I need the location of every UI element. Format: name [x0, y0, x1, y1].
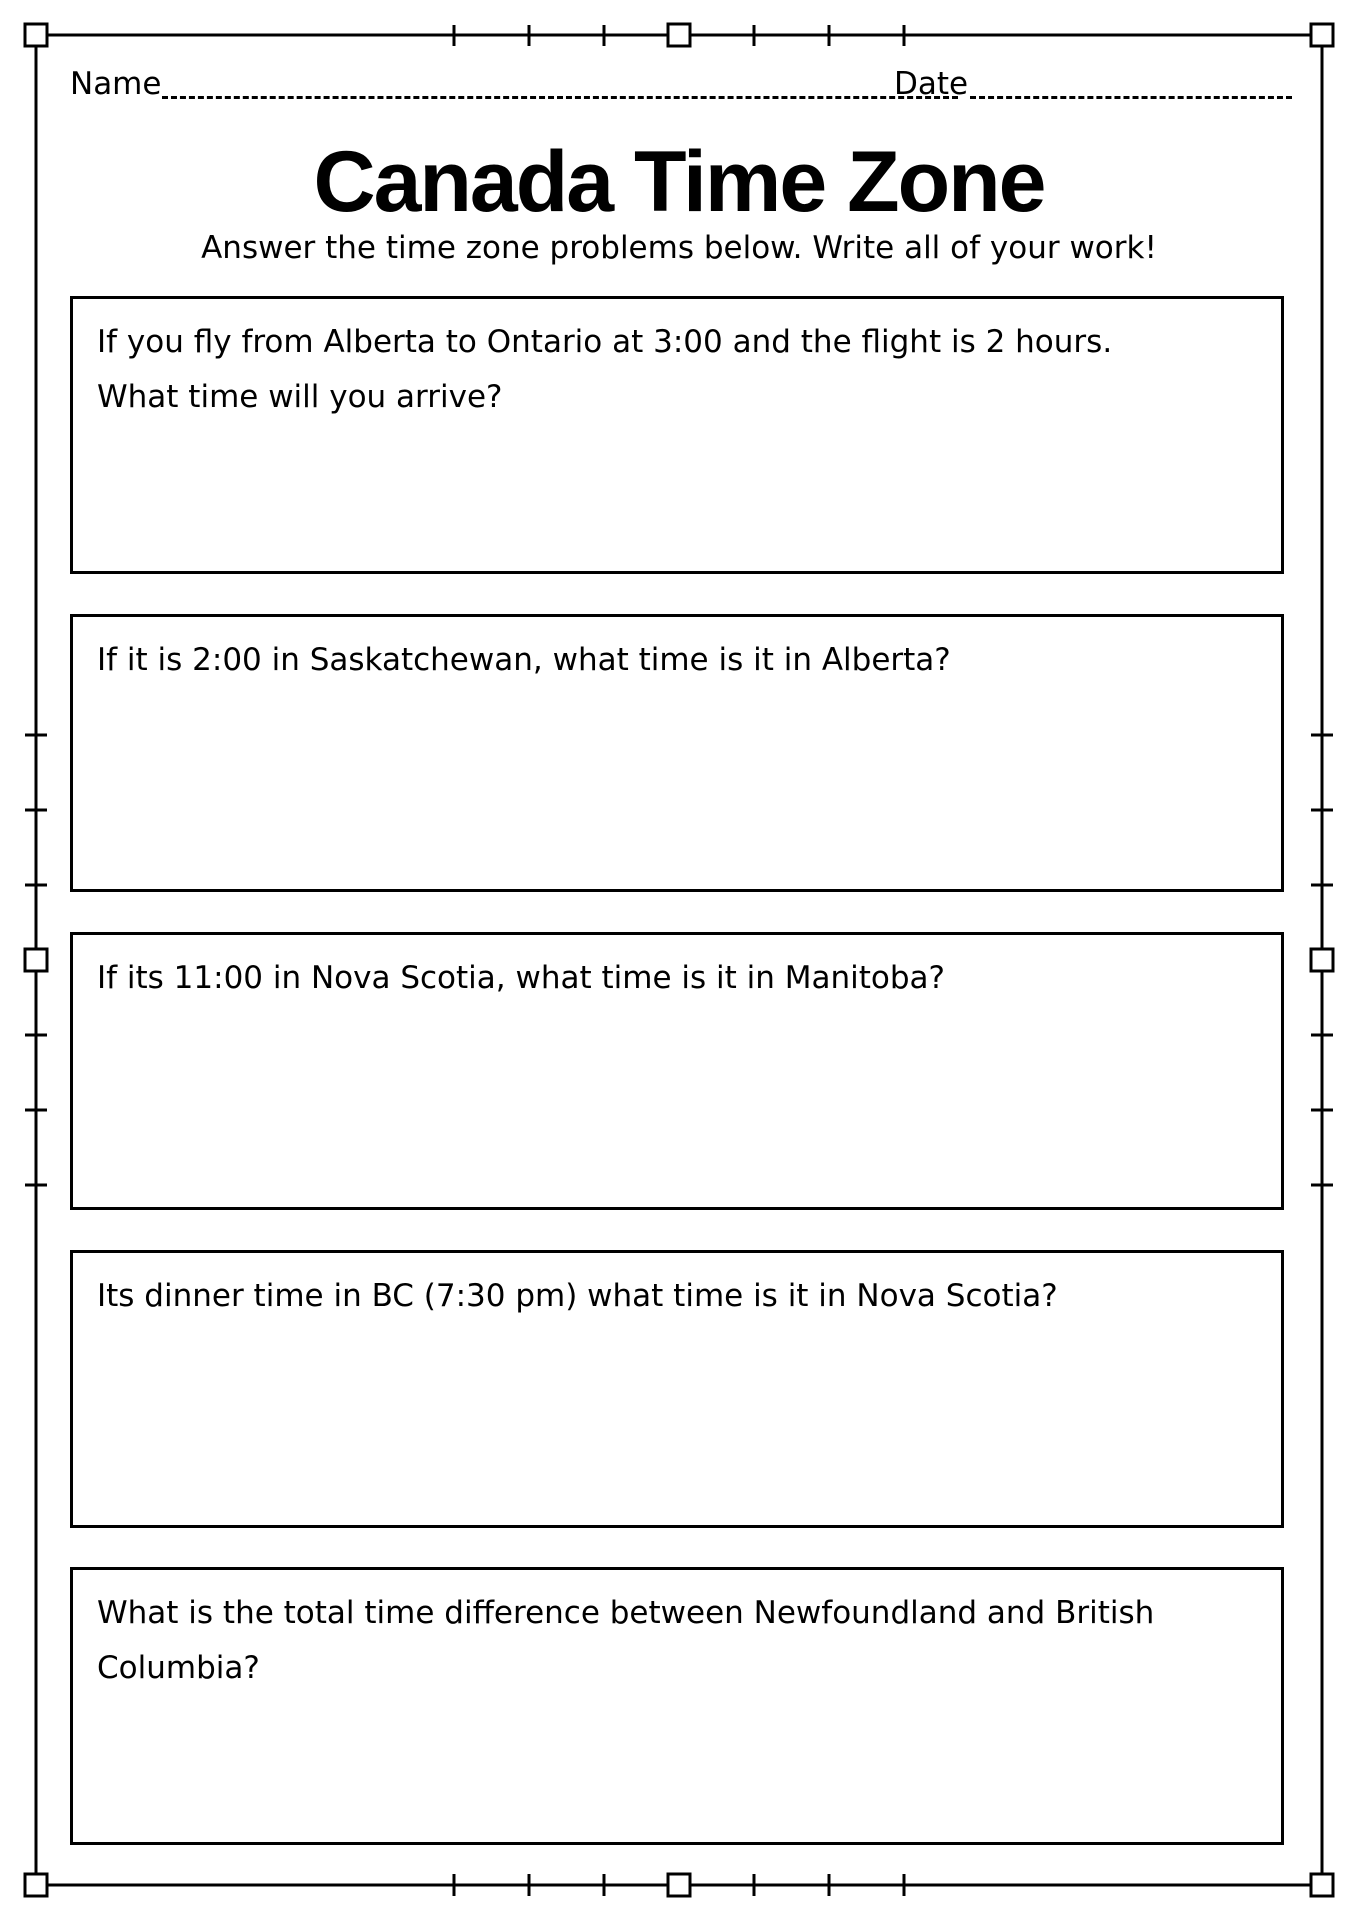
question-5-text: What is the total time difference between Newfoundland and British Columbia?: [97, 1595, 1155, 1686]
date-label: Date: [894, 66, 969, 102]
date-field[interactable]: [970, 96, 1292, 99]
question-box-2[interactable]: [70, 614, 1284, 892]
question-2-text: If it is 2:00 in Saskatchewan, what time is it in Alberta?: [97, 642, 951, 678]
question-box-1[interactable]: [70, 296, 1284, 574]
name-field[interactable]: [162, 96, 958, 99]
question-4-text: Its dinner time in BC (7:30 pm) what time is it in Nova Scotia?: [97, 1278, 1058, 1314]
question-box-4[interactable]: [70, 1250, 1284, 1528]
name-date-row: [70, 62, 1292, 112]
question-box-3[interactable]: [70, 932, 1284, 1210]
question-3-text: If its 11:00 in Nova Scotia, what time is it in Manitoba?: [97, 960, 946, 996]
question-box-5[interactable]: [70, 1567, 1284, 1845]
question-1-line-2: What time will you arrive?: [97, 379, 503, 415]
instructions: Answer the time zone problems below. Write all of your work!: [201, 230, 1157, 266]
question-1-line-1: If you fly from Alberta to Ontario at 3:00 and the flight is 2 hours.: [97, 324, 1113, 360]
page-title: Canada Time Zone: [313, 134, 1045, 230]
name-label: Name: [70, 66, 162, 102]
